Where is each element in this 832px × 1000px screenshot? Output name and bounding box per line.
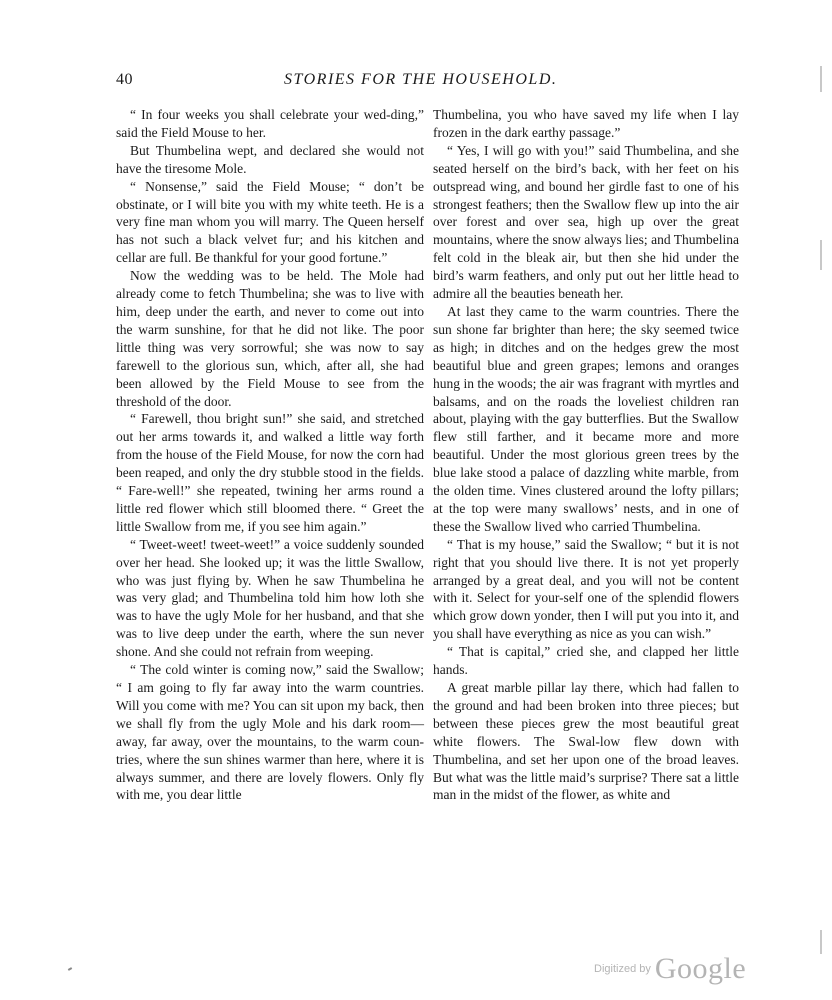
paragraph: “ Tweet-weet! tweet-weet!” a voice suddenly sounded over her head. She looked up; it was the little Swallow, who was just flying by. When he saw Thumbelina he was very glad; and Thumbelina told him how loth she was to have the ugly Mole for her husband, and that she was to live deep under the earth, where the sun never shone. And she could not refrain from weeping.: [116, 536, 424, 660]
page-edge-mark: [820, 930, 822, 954]
paragraph: “ Nonsense,” said the Field Mouse; “ don’t be obstinate, or I will bite you with my white teeth. He is a very fine man whom you will marry. The Queen herself has not such a black velvet fur; and his kitchen and cellar are full. Be thankful for your good fortune.”: [116, 178, 424, 266]
page-edge-mark: [820, 240, 822, 270]
digitized-watermark: [594, 952, 746, 986]
right-column: [433, 106, 739, 804]
paragraph: “ That is my house,” said the Swallow; “ but it is not right that you should live there. It is not yet properly arranged by a great deal, and you will not be content with it. Select for your-self one of the splendid flowers which grow down yonder, then I will put you into it, and you shall have everything as nice as you can wish.”: [433, 536, 739, 642]
page-number: 40: [116, 71, 133, 88]
paragraph-continued: Thumbelina, you who have saved my life when I lay frozen in the dark earthy passage.”: [433, 107, 739, 140]
watermark-prefix: Digitized by: [594, 963, 651, 975]
paragraph: “ Farewell, thou bright sun!” she said, and stretched out her arms towards it, and walked a little way forth from the house of the Field Mouse, for now the corn had been reaped, and only the dry stubble stood in the fields. “ Fare-well!” she repeated, twining her arms round a little red flower which still bloomed there. “ Greet the little Swallow from me, if you see him again.”: [116, 411, 424, 534]
running-head: STORIES FOR THE HOUSEHOLD.: [284, 71, 558, 88]
paragraph: A great marble pillar lay there, which had fallen to the ground and had been broken into three pieces; but between these pieces grew the most beautiful great white flowers. The Swal-low flew down with Thumbelina, and set her upon one of the broad leaves. But what was the little maid’s surprise? There sat a little man in the midst of the flower, as white and: [433, 680, 739, 803]
paragraph: Now the wedding was to be held. The Mole had already come to fetch Thumbelina; she was to live with him, deep under the earth, and never to come out into the warm sunshine, for that he did not like. The poor little thing was very sorrowful; she was now to say farewell to the glorious sun, which, after all, she had been allowed by the Field Mouse to see from the threshold of the door.: [116, 268, 424, 409]
paragraph: “ In four weeks you shall celebrate your wed-ding,” said the Field Mouse to her.: [116, 107, 424, 140]
paragraph: At last they came to the warm countries. There the sun shone far brighter than here; the sky seemed twice as high; in ditches and on the hedges grew the most beautiful blue and green grapes; lemons and oranges hung in the woods; the air was fragrant with myrtles and balsams, and on the roads the loveliest children ran about, playing with the gay butterflies. But the Swallow flew still farther, and it became more and more beautiful. Under the most glorious green trees by the blue lake stood a palace of dazzling white marble, from the olden time. Vines clustered around the lofty pillars; at the top were many swallows’ nests, and in one of these the Swallow lived who carried Thumbelina.: [433, 303, 739, 534]
left-column: [116, 106, 424, 804]
paragraph: “ That is capital,” cried she, and clapped her little hands.: [433, 644, 739, 678]
scan-speck: [68, 967, 72, 971]
paragraph: “ The cold winter is coming now,” said the Swallow; “ I am going to fly far away into the warm countries. Will you come with me? You can sit upon my back, then we shall fly from the ugly Mole and his dark room—away, far away, over the mountains, to the warm coun-tries, where the sun shines warmer than here, where it is always summer, and there are lovely flowers. Only fly with me, you dear little: [116, 662, 424, 803]
paragraph: But Thumbelina wept, and declared she would not have the tiresome Mole.: [116, 142, 424, 176]
paragraph: “ Yes, I will go with you!” said Thumbelina, and she seated herself on the bird’s back, with her feet on his outspread wing, and bound her girdle fast to one of his strongest feathers; then the Swallow flew up into the air over forest and over sea, high up over the great mountains, where the snow always lies; and Thumbelina felt cold in the bleak air, but then she hid under the bird’s warm feathers, and only put out her little head to admire all the beauties beneath her.: [433, 142, 739, 302]
page-edge-mark: [820, 66, 822, 92]
google-logo: Google: [654, 952, 747, 985]
